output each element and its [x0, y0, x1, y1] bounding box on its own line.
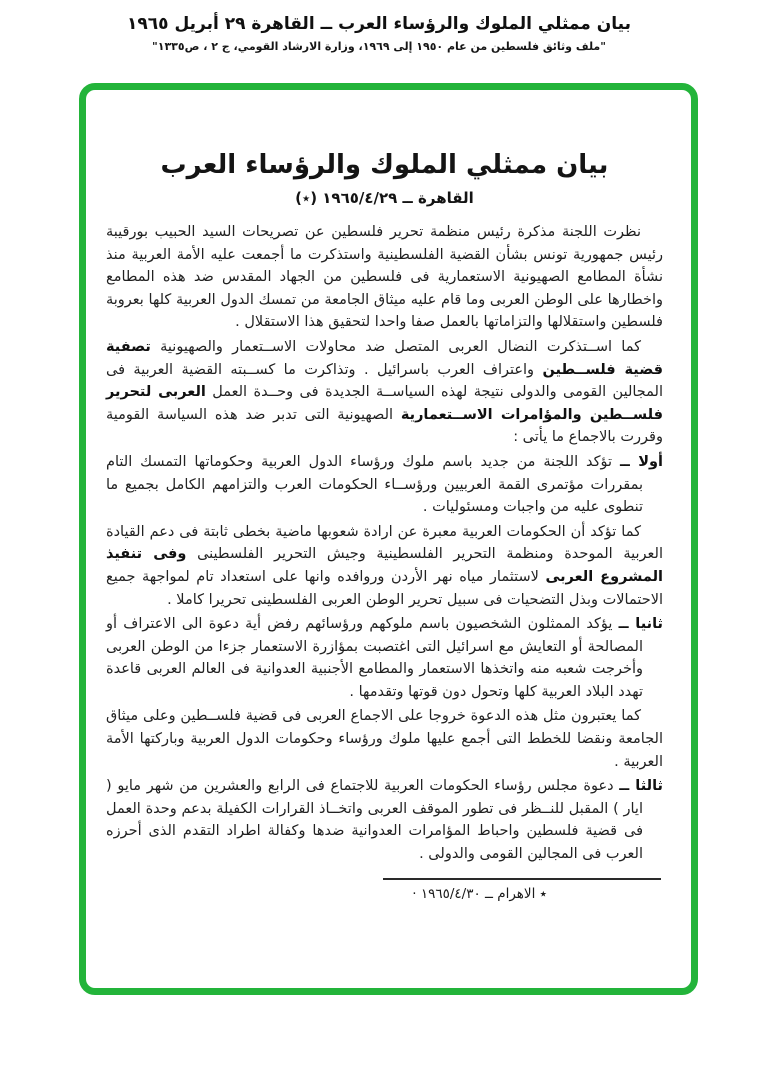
document-paragraph [106, 451, 663, 519]
page-header-title: بيان ممثلي الملوك والرؤساء العرب ــ القاهرة ٢٩ أبريل ١٩٦٥ [127, 14, 631, 34]
document-paragraph [106, 613, 663, 703]
paragraph-text: واعتراف العرب باسرائيل . وتذاكرت ما كســبته القضية العربية فى المجالين القومى والدولى نتيجة لهذه السياســة الجديدة فى وحــدة العمل [106, 361, 663, 401]
document-paragraph [106, 775, 663, 865]
footnote-marker: ٭ [539, 885, 547, 902]
document-paragraph [106, 705, 663, 773]
document-paragraph [106, 521, 663, 611]
document-body [106, 221, 663, 866]
document-paragraph [106, 221, 663, 334]
document-subtitle: القاهرة ــ ١٩٦٥/٤/٢٩ (٭) [295, 189, 474, 207]
footnote-divider [383, 878, 661, 880]
paragraph-text: لاستثمار مياه نهر الأردن وروافده وانها على استعداد تام لمواجهة جميع الاحتمالات وبذل التضحيات فى سبيل تحرير الوطن العربى الفلسطينى تحريرا كاملا . [106, 568, 663, 608]
emphasized-text: وفى تنفيذ المشروع العربى [106, 546, 663, 585]
item-lead: ثانيا ــ [618, 616, 663, 633]
item-lead: أولا ــ [619, 453, 663, 470]
paragraph-text: دعوة مجلس رؤساء الحكومات العربية للاجتماع فى الرابع والعشرين من شهر مايو ( ايار ) المقبل للنــظر فى تطور الموقف العربى واتخــاذ القرارات الكفيلة بدعم وحدة العمل فى قضية فلسطين واحباط المؤامرات العدوانية ضدها وكفالة اطراد التقدم الذى أحرزه العرب فى المجالين القومى والدولى . [106, 778, 643, 863]
paragraph-text: كما تؤكد أن الحكومات العربية معبرة عن ارادة شعوبها ماضية بخطى ثابتة فى دعم القيادة العربية الموحدة ومنظمة التحرير الفلسطينية وجيش التحرير الفلسطينى [106, 523, 664, 563]
paragraph-text: الصهيونية التى تدبر ضد هذه السياسة القومية وقررت بالاجماع ما يأتى : [106, 406, 663, 446]
paragraph-text: كما اســتذكرت النضال العربى المتصل ضد محاولات الاســتعمار والصهيونية [150, 338, 641, 355]
paragraph-text: يؤكد الممثلون الشخصيون باسم ملوكهم ورؤسائهم رفض أية دعوة الى الاعتراف أو المصالحة أو التعايش مع اسرائيل التى اغتصبت بمؤازرة الاستعمار جزءا من الوطن العربى وأخرجت شعبه منه واتخذها الاستعمار والمطامع الأجنبية العدوانية فى العالم العربى قاعدة تهدد البلاد العربية كلها وتحول دون قوتها وتقدمها . [106, 616, 643, 700]
footnote-citation: الاهرام ــ ١٩٦٥/٤/٣٠ · [412, 885, 536, 902]
document-paragraph [106, 336, 663, 449]
document-content [86, 90, 691, 902]
footnote-text [106, 886, 547, 902]
paragraph-text: كما يعتبرون مثل هذه الدعوة خروجا على الاجماع العربى فى قضية فلســطين وعلى ميثاق الجامعة ونقضا للخطط التى أجمع عليها ملوك ورؤساء وحكومات الدول العربية وباركتها الأمة العربية . [106, 708, 663, 770]
document-title: بيان ممثلي الملوك والرؤساء العرب [160, 150, 609, 180]
paragraph-text: نظرت اللجنة مذكرة رئيس منظمة تحرير فلسطين عن تصريحات السيد الحبيب بورقيبة رئيس جمهورية تونس بشأن القضية الفلسطينية واستذكرت ما أجمعت عليه الأمة العربية منذ نشأة المطامع الصهيونية الاستعمارية فى فلسطين من الجهاد المقدس ضد هذه المطامع واخطارها على الوطن العربى وما قام عليه ميثاق الجامعة من تمسك الدول العربية كلها بعروبة فلسطين واستقلالها والتزاماتها بالعمل صفا واحدا لتحقيق هذا الاستقلال . [106, 224, 663, 331]
footnote [106, 878, 663, 902]
paragraph-text: تؤكد اللجنة من جديد باسم ملوك ورؤساء الدول العربية وحكوماتها التمسك التام بمقررات مؤتمرى القمة العربيين ورؤســاء الحكومات العرب والتزامهم الكامل بجميع ما تنطوى عليه من واجبات ومسئوليات . [106, 453, 643, 516]
item-lead: ثالثا ــ [619, 778, 663, 795]
emphasized-text: العربى لتحرير فلســطين والمؤامرات الاســتعمارية [106, 384, 663, 423]
page-header [0, 14, 758, 53]
page-header-source-line: "ملف وثائق فلسطين من عام ١٩٥٠ إلى ١٩٦٩، وزارة الارشاد القومي، ج ٢ ، ص١٣٣٥" [152, 40, 606, 53]
emphasized-text: تصفية قضية فلســطين [106, 338, 663, 378]
document-frame [79, 83, 698, 995]
